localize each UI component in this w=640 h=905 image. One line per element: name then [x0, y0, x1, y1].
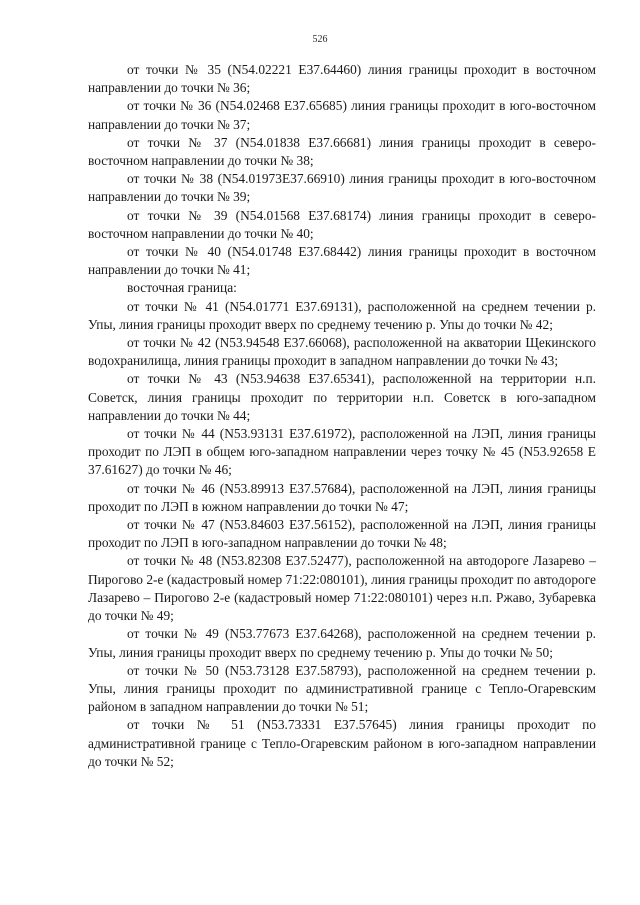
paragraph: от точки № 36 (N54.02468 E37.65685) линия границы проходит в юго-восточном направлении до точки № 37; — [88, 98, 596, 132]
paragraph: от точки № 51 (N53.73331 E37.57645) линия границы проходит по административной границе с Тепло-Огаревским районом в юго-западном направлении до точки № 52; — [88, 717, 596, 769]
paragraph: от точки № 43 (N53.94638 E37.65341), расположенной на территории н.п. Советск, линия границы проходит по территории н.п. Советск в юго-западном направлении до точки № 44; — [88, 371, 596, 423]
paragraph: от точки № 50 (N53.73128 E37.58793), расположенной на среднем течении р. Упы, линия границы проходит по административной границе с Тепло-Огаревским районом в западном направлении до точки № 51; — [88, 662, 596, 715]
paragraph: от точки № 37 (N54.01838 E37.66681) линия границы проходит в северо-восточном направлении до точки № 38; — [88, 134, 596, 169]
page-number: 526 — [312, 34, 328, 45]
paragraph: от точки № 48 (N53.82308 E37.52477), расположенной на автодороге Лазарево – Пирогово 2-е (кадастровый номер 71:22:080101), линия границы проходит по автодороге Лазарево – Пирогово 2-е (кадастровый номер 71:22:080101) через н.п. Ржаво, Зубаревка до точки № 49; — [88, 553, 596, 624]
document-body — [88, 61, 596, 771]
paragraph: от точки № 42 (N53.94548 E37.66068), расположенной на акватории Щекинского водохранилища, линия границы проходит в западном направлении до точки № 43; — [88, 335, 596, 369]
paragraph: от точки № 47 (N53.84603 E37.56152), расположенной на ЛЭП, линия границы проходит по ЛЭП в юго-западном направлении до точки № 48; — [88, 517, 596, 551]
paragraph: от точки № 49 (N53.77673 E37.64268), расположенной на среднем течении р. Упы, линия границы проходит вверх по среднему течению р. Упы до точки № 50; — [88, 626, 596, 660]
section-heading: восточная граница: — [127, 280, 237, 296]
paragraph: от точки № 40 (N54.01748 E37.68442) линия границы проходит в восточном направлении до точки № 41; — [88, 244, 596, 278]
paragraph: от точки № 41 (N54.01771 E37.69131), расположенной на среднем течении р. Упы, линия границы проходит вверх по среднему течению р. Упы до точки № 42; — [88, 298, 596, 332]
paragraph: от точки № 35 (N54.02221 E37.64460) линия границы проходит в восточном направлении до точки № 36; — [88, 62, 596, 96]
paragraph: от точки № 39 (N54.01568 E37.68174) линия границы проходит в северо-восточном направлении до точки № 40; — [88, 207, 596, 241]
paragraph: от точки № 44 (N53.93131 E37.61972), расположенной на ЛЭП, линия границы проходит по ЛЭП в общем юго-западном направлении через точку № 45 (N53.92658 E 37.61627) до точки № 46; — [88, 426, 596, 478]
paragraph: от точки № 38 (N54.01973E37.66910) линия границы проходит в юго-восточном направлении до точки № 39; — [88, 171, 596, 205]
paragraph: от точки № 46 (N53.89913 E37.57684), расположенной на ЛЭП, линия границы проходит по ЛЭП в южном направлении до точки № 47; — [88, 480, 596, 514]
